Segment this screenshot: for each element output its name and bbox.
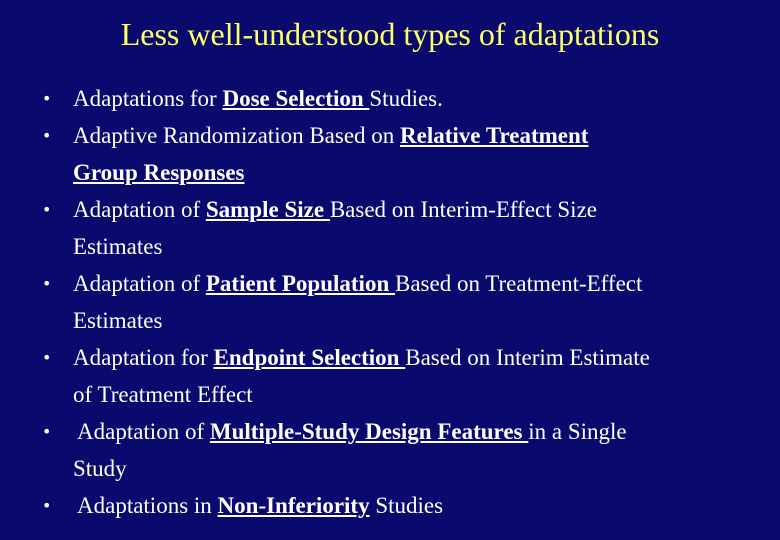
bullet-icon: • xyxy=(42,274,52,293)
bullet-text: Adaptation of xyxy=(77,419,210,444)
bullet-item-sample-size xyxy=(0,191,780,265)
bullet-text: Adaptations for xyxy=(73,86,223,111)
bullet-text: of Treatment Effect xyxy=(73,382,253,407)
bullet-item-multiple-study-design xyxy=(0,413,780,487)
bullet-icon: • xyxy=(42,200,52,219)
bullet-text: Based on Interim Estimate xyxy=(405,345,650,370)
bullet-icon: • xyxy=(42,126,52,145)
bullet-emphasis: Dose Selection xyxy=(222,86,370,111)
bullet-icon: • xyxy=(42,496,52,515)
bullet-line xyxy=(73,80,774,117)
bullet-line xyxy=(73,117,774,154)
bullet-text: in a Single xyxy=(528,419,627,444)
bullet-icon: • xyxy=(42,422,52,441)
bullet-emphasis: Sample Size xyxy=(205,197,330,222)
bullet-text: Studies xyxy=(369,493,444,518)
bullet-line-continuation xyxy=(73,376,774,413)
bullet-item-non-inferiority xyxy=(0,487,780,524)
bullet-line xyxy=(73,413,774,450)
bullet-text: Adaptations in xyxy=(77,493,218,518)
bullet-list xyxy=(0,80,780,524)
bullet-item-dose-selection xyxy=(0,80,780,117)
bullet-emphasis: Relative Treatment xyxy=(400,123,589,148)
bullet-emphasis: Multiple-Study Design Features xyxy=(209,419,529,444)
bullet-line-continuation xyxy=(73,154,774,191)
bullet-line-continuation xyxy=(73,450,774,487)
bullet-text: Estimates xyxy=(73,308,163,333)
bullet-item-patient-population xyxy=(0,265,780,339)
bullet-text: Based on Treatment-Effect xyxy=(394,271,643,296)
bullet-emphasis: Non-Inferiority xyxy=(217,493,370,518)
bullet-emphasis: Endpoint Selection xyxy=(213,345,406,370)
bullet-text: Adaptation of xyxy=(73,197,206,222)
bullet-text: Estimates xyxy=(73,234,163,259)
bullet-line xyxy=(73,265,774,302)
bullet-text: Study xyxy=(73,456,127,481)
bullet-item-adaptive-randomization xyxy=(0,117,780,191)
bullet-line xyxy=(73,339,774,376)
bullet-text: Adaptation of xyxy=(73,271,206,296)
bullet-text: Adaptation for xyxy=(73,345,214,370)
bullet-text: Studies. xyxy=(369,86,443,111)
bullet-line xyxy=(73,487,774,524)
bullet-line xyxy=(73,191,774,228)
bullet-item-endpoint-selection xyxy=(0,339,780,413)
bullet-icon: • xyxy=(42,348,52,367)
bullet-line-continuation xyxy=(73,228,774,265)
bullet-emphasis: Patient Population xyxy=(205,271,395,296)
bullet-emphasis: Group Responses xyxy=(73,160,245,185)
bullet-icon: • xyxy=(42,89,52,108)
bullet-text: Based on Interim-Effect Size xyxy=(329,197,597,222)
slide-title: Less well-understood types of adaptations xyxy=(120,16,660,52)
bullet-text: Adaptive Randomization Based on xyxy=(73,123,401,148)
bullet-line-continuation xyxy=(73,302,774,339)
